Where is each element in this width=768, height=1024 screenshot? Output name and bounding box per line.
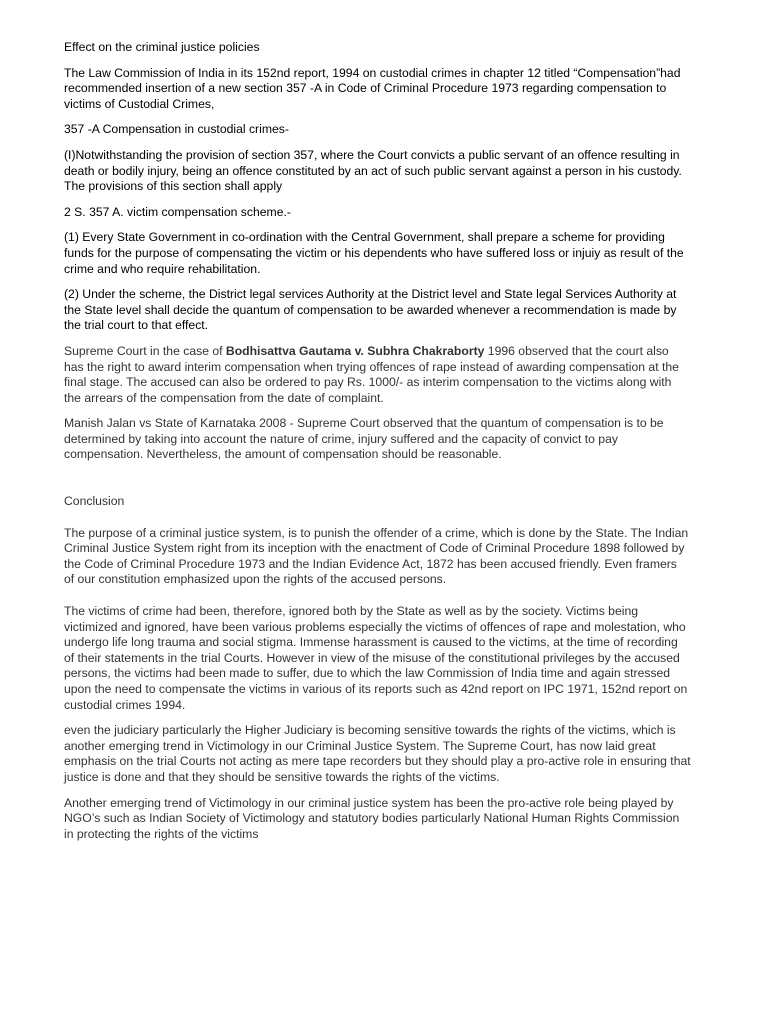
paragraph-ngo: Another emerging trend of Victimology in our criminal justice system has been the pro-active role being played by NGO’s such as Indian Society of Victimology and statutory bodies particularly National Human Rights Commission in protecting the rights of the victims xyxy=(64,795,680,841)
heading-conclusion: Conclusion xyxy=(64,494,125,509)
paragraph-supreme-court-case xyxy=(64,344,712,406)
heading-357a: 357 -A Compensation in custodial crimes- xyxy=(64,122,289,137)
heading-effect: Effect on the criminal justice policies xyxy=(64,40,260,54)
document-page xyxy=(64,40,712,842)
paragraph-scheme-clause-1: (1) Every State Government in co-ordination with the Central Government, shall prepare a scheme for providing funds for the purpose of compensating the victim or his dependents who have suffered loss or injuiy as result of the crime and who require rehabilitation. xyxy=(64,230,684,276)
paragraph-victims: The victims of crime had been, therefore, ignored both by the State as well as by the society. Victims being victimized and ignored, have been various problems especially the victims of offences of rape and molestation, who undergo life long trauma and social stigma. Immense harassment is caused to the victims, at the time of recording of their statements in the trial Courts. However in view of the misuse of the constitutional privileges by the accused persons, the victims had been made to suffer, due to which the law Commission of India time and again stressed upon the need to compensate the victims in various of its reports such as 42nd report on IPC 1971, 152nd report on custodial crimes 1994. xyxy=(64,604,688,712)
paragraph-notwithstanding: (I)Notwithstanding the provision of section 357, where the Court convicts a public servant of an offence resulting in death or bodily injury, being an offence constituted by an act of such public servant against a person in his custody. The provisions of this section shall apply xyxy=(64,147,682,194)
supreme-court-body: 1996 observed that the court also has the right to award interim compensation when trying offences of rape instead of awarding compensation at the final stage. The accused can also be ordered to pay Rs. 1000/- as interim compensation to the victims along with the arrears of the compensation from the date of complaint. xyxy=(64,343,679,405)
paragraph-scheme-clause-2: (2) Under the scheme, the District legal services Authority at the District level and State legal Services Authority at the State level shall decide the quantum of compensation to be awarded whenever a recommendation is made by the trial court to that effect. xyxy=(64,287,677,333)
heading-victim-compensation-scheme: 2 S. 357 A. victim compensation scheme.- xyxy=(64,204,291,219)
paragraph-manish-jalan: Manish Jalan vs State of Karnataka 2008 - Supreme Court observed that the quantum of compensation is to be determined by taking into account the nature of crime, injury suffered and the capacity of convict to pay compensation. Nevertheless, the amount of compensation should be reasonable. xyxy=(64,416,664,462)
paragraph-purpose: The purpose of a criminal justice system, is to punish the offender of a crime, which is done by the State. The Indian Criminal Justice System right from its inception with the enactment of Code of Criminal Procedure 1898 followed by the Code of Criminal Procedure 1973 and the Indian Evidence Act, 1872 has been accused friendly. Even framers of our constitution emphasized upon the rights of the accused persons. xyxy=(64,525,689,587)
case-name: Bodhisattva Gautama v. Subhra Chakraborty xyxy=(225,343,485,358)
paragraph-law-commission: The Law Commission of India in its 152nd report, 1994 on custodial crimes in chapter 12 titled “Compensation”had recommended insertion of a new section 357 -A in Code of Criminal Procedure 1973 regarding compensation to victims of Custodial Crimes, xyxy=(64,65,681,111)
supreme-court-prefix: Supreme Court in the case of xyxy=(64,343,226,358)
paragraph-judiciary: even the judiciary particularly the Higher Judiciary is becoming sensitive towards the rights of the victims, which is another emerging trend in Victimology in our Criminal Justice System. The Supreme Court, has now laid great emphasis on the trial Courts not acting as mere tape recorders but they should play a pro-active role in ensuring that justice is done and that they should be sensitive towards the rights of the victims. xyxy=(64,723,691,784)
